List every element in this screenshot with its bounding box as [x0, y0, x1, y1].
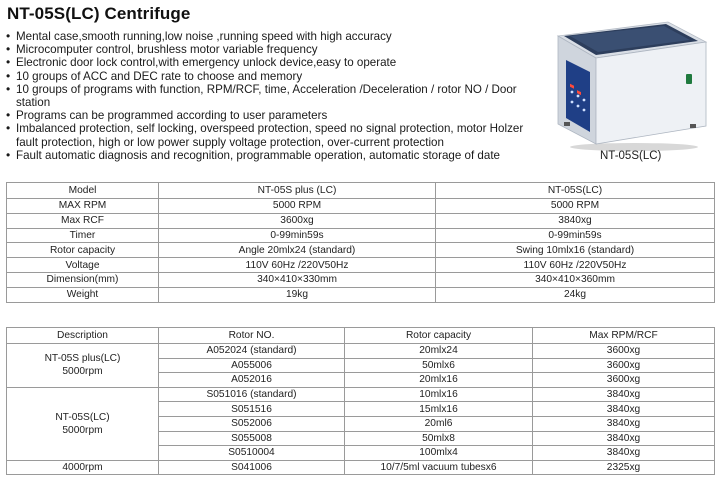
rotor-number-cell: A052016 — [159, 373, 345, 388]
centrifuge-product-image — [550, 14, 710, 164]
rotor-max-rcf-cell: 2325xg — [533, 460, 715, 475]
spec-value-cell: 5000 RPM — [436, 199, 715, 214]
spec-label-cell: MAX RPM — [7, 199, 159, 214]
spec-table-row — [7, 287, 715, 302]
rotor-capacity-cell: 20mlx24 — [345, 344, 533, 359]
product-image-caption: NT-05S(LC) — [600, 150, 662, 162]
spec-label-cell: Voltage — [7, 258, 159, 273]
rotor-max-rcf-cell: 3840xg — [533, 446, 715, 461]
rotor-max-rcf-cell: 3840xg — [533, 402, 715, 417]
feature-item: • Mental case,smooth running,low noise ,running speed with high accuracy — [6, 30, 546, 43]
rotor-number-cell: A055006 — [159, 358, 345, 373]
feature-list — [6, 30, 546, 162]
feature-item: • Programs can be programmed according to user parameters — [6, 109, 546, 122]
spec-table-row — [7, 272, 715, 287]
rotor-header-cell: Rotor capacity — [345, 328, 533, 344]
rotor-max-rcf-cell: 3600xg — [533, 358, 715, 373]
spec-label-cell: Max RCF — [7, 213, 159, 228]
feature-item: • 10 groups of ACC and DEC rate to choose and memory — [6, 70, 546, 83]
rotor-header-cell: Max RPM/RCF — [533, 328, 715, 344]
rotor-group-description — [7, 387, 159, 460]
spec-value-cell: 110V 60Hz /220V50Hz — [436, 258, 715, 273]
feature-item: • Microcomputer control, brushless motor variable frequency — [6, 43, 546, 56]
rotor-header-cell: Rotor NO. — [159, 328, 345, 344]
page-title: NT-05S(LC) Centrifuge — [7, 4, 191, 23]
rotor-number-cell: S055008 — [159, 431, 345, 446]
rotor-capacity-cell: 20ml6 — [345, 416, 533, 431]
spec-label-cell: Rotor capacity — [7, 243, 159, 258]
rotor-table — [6, 327, 715, 475]
rotor-max-rcf-cell: 3840xg — [533, 416, 715, 431]
rotor-header-cell: Description — [7, 328, 159, 344]
rotor-capacity-cell: 100mlx4 — [345, 446, 533, 461]
spec-header-cell: Model — [7, 183, 159, 199]
feature-item: • Electronic door lock control,with emergency unlock device,easy to operate — [6, 56, 546, 69]
rotor-table-row — [7, 344, 715, 359]
spec-value-cell: 340×410×330mm — [159, 272, 436, 287]
spec-value-cell: Angle 20mlx24 (standard) — [159, 243, 436, 258]
rotor-number-cell: S041006 — [159, 460, 345, 475]
spec-label-cell: Timer — [7, 228, 159, 243]
rotor-table-header-row — [7, 328, 715, 344]
spec-label-cell: Weight — [7, 287, 159, 302]
spec-header-cell: NT-05S plus (LC) — [159, 183, 436, 199]
rotor-capacity-cell: 50mlx6 — [345, 358, 533, 373]
rotor-number-cell: S051016 (standard) — [159, 387, 345, 402]
rotor-number-cell: A052024 (standard) — [159, 344, 345, 359]
spec-value-cell: Swing 10mlx16 (standard) — [436, 243, 715, 258]
spec-value-cell: 0-99min59s — [436, 228, 715, 243]
spec-table — [6, 182, 715, 303]
rotor-capacity-cell: 10mlx16 — [345, 387, 533, 402]
feature-item: • Fault automatic diagnosis and recognition, programmable operation, automatic storage of date — [6, 149, 546, 162]
spec-value-cell: 0-99min59s — [159, 228, 436, 243]
rotor-max-rcf-cell: 3600xg — [533, 344, 715, 359]
rotor-max-rcf-cell: 3840xg — [533, 431, 715, 446]
rotor-max-rcf-cell: 3600xg — [533, 373, 715, 388]
rotor-table-row — [7, 387, 715, 402]
spec-table-row — [7, 243, 715, 258]
centrifuge-illustration — [550, 14, 710, 154]
rotor-group-speed: 5000rpm — [62, 366, 103, 378]
rotor-group-speed: 5000rpm — [62, 424, 103, 436]
spec-table-row — [7, 258, 715, 273]
spec-table-row — [7, 213, 715, 228]
spec-value-cell: 340×410×360mm — [436, 272, 715, 287]
spec-header-cell: NT-05S(LC) — [436, 183, 715, 199]
rotor-group-speed: 4000rpm — [62, 462, 103, 474]
spec-table-row — [7, 199, 715, 214]
feature-item: • Imbalanced protection, self locking, overspeed protection, speed no signal protection, motor Holzer fault protection, high or low power supply voltage protection, over-current protection — [6, 122, 546, 148]
spec-value-cell: 24kg — [436, 287, 715, 302]
rotor-number-cell: S0510004 — [159, 446, 345, 461]
rotor-group-model: NT-05S(LC) — [55, 411, 110, 423]
feature-item: • 10 groups of programs with function, RPM/RCF, time, Acceleration /Deceleration / rotor NO / Door station — [6, 83, 546, 109]
rotor-number-cell: S051516 — [159, 402, 345, 417]
rotor-number-cell: S052006 — [159, 416, 345, 431]
rotor-max-rcf-cell: 3840xg — [533, 387, 715, 402]
rotor-capacity-cell: 10/7/5ml vacuum tubesx6 — [345, 460, 533, 475]
rotor-capacity-cell: 50mlx8 — [345, 431, 533, 446]
spec-value-cell: 19kg — [159, 287, 436, 302]
spec-label-cell: Dimension(mm) — [7, 272, 159, 287]
spec-value-cell: 3840xg — [436, 213, 715, 228]
rotor-capacity-cell: 20mlx16 — [345, 373, 533, 388]
rotor-group-description — [7, 460, 159, 475]
spec-table-header-row — [7, 183, 715, 199]
rotor-group-model: NT-05S plus(LC) — [44, 353, 121, 365]
rotor-table-row — [7, 460, 715, 475]
spec-value-cell: 5000 RPM — [159, 199, 436, 214]
spec-value-cell: 110V 60Hz /220V50Hz — [159, 258, 436, 273]
rotor-group-description — [7, 344, 159, 388]
rotor-capacity-cell: 15mlx16 — [345, 402, 533, 417]
spec-value-cell: 3600xg — [159, 213, 436, 228]
spec-table-row — [7, 228, 715, 243]
